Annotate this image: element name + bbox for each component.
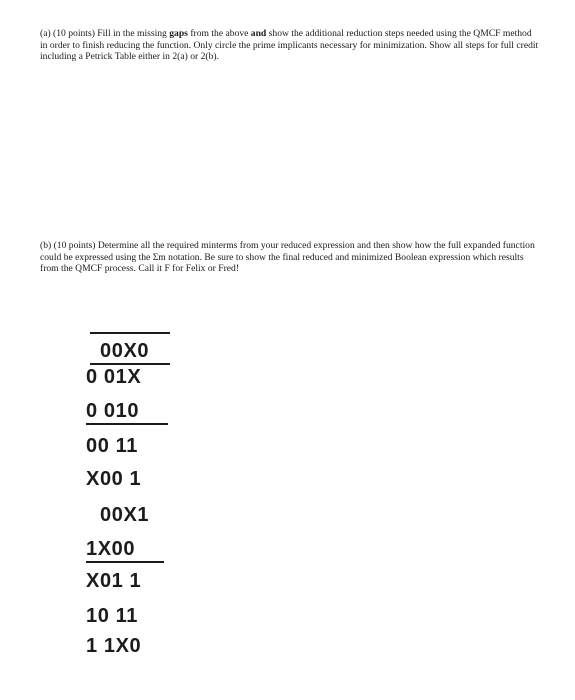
- term-row: 00X1: [100, 504, 150, 526]
- term-row: 00X0: [100, 340, 150, 362]
- term-underline: [90, 363, 170, 365]
- question-a-gaps-word: gaps: [169, 28, 188, 39]
- term-underline: [86, 423, 168, 425]
- question-a-prefix: (a) (10 points) Fill in the missing: [40, 28, 170, 39]
- term-row: 10 11: [86, 605, 138, 627]
- term-row: 1 1X0: [86, 635, 142, 657]
- term-row: 00 11: [86, 435, 138, 457]
- term-separator-line: [90, 332, 170, 334]
- term-row: 0 010: [86, 400, 140, 422]
- term-underline: [86, 561, 164, 563]
- question-a: [40, 28, 540, 63]
- term-row: 0 01X: [86, 366, 142, 388]
- question-a-middle: from the above: [187, 28, 251, 39]
- question-a-and-word: and: [250, 28, 267, 39]
- term-row: 1X00: [86, 538, 136, 560]
- question-b: (b) (10 points) Determine all the required minterms from your reduced expression and then show how the full expanded function could be expressed using the Σm notation. Be sure to show the final reduced and minimized Boolean expression which results from the QMCF process. Call it F for Felix or Fred!: [40, 240, 535, 275]
- term-row: X00 1: [86, 468, 142, 490]
- term-row: X01 1: [86, 570, 142, 592]
- question-a-suffix: show the additional reduction steps needed using the QMCF method in order to finish reducing the function. Only circle the prime implicants necessary for minimization. Show all steps for full credit including a Petrick Table either in 2(a) or 2(b).: [40, 28, 539, 63]
